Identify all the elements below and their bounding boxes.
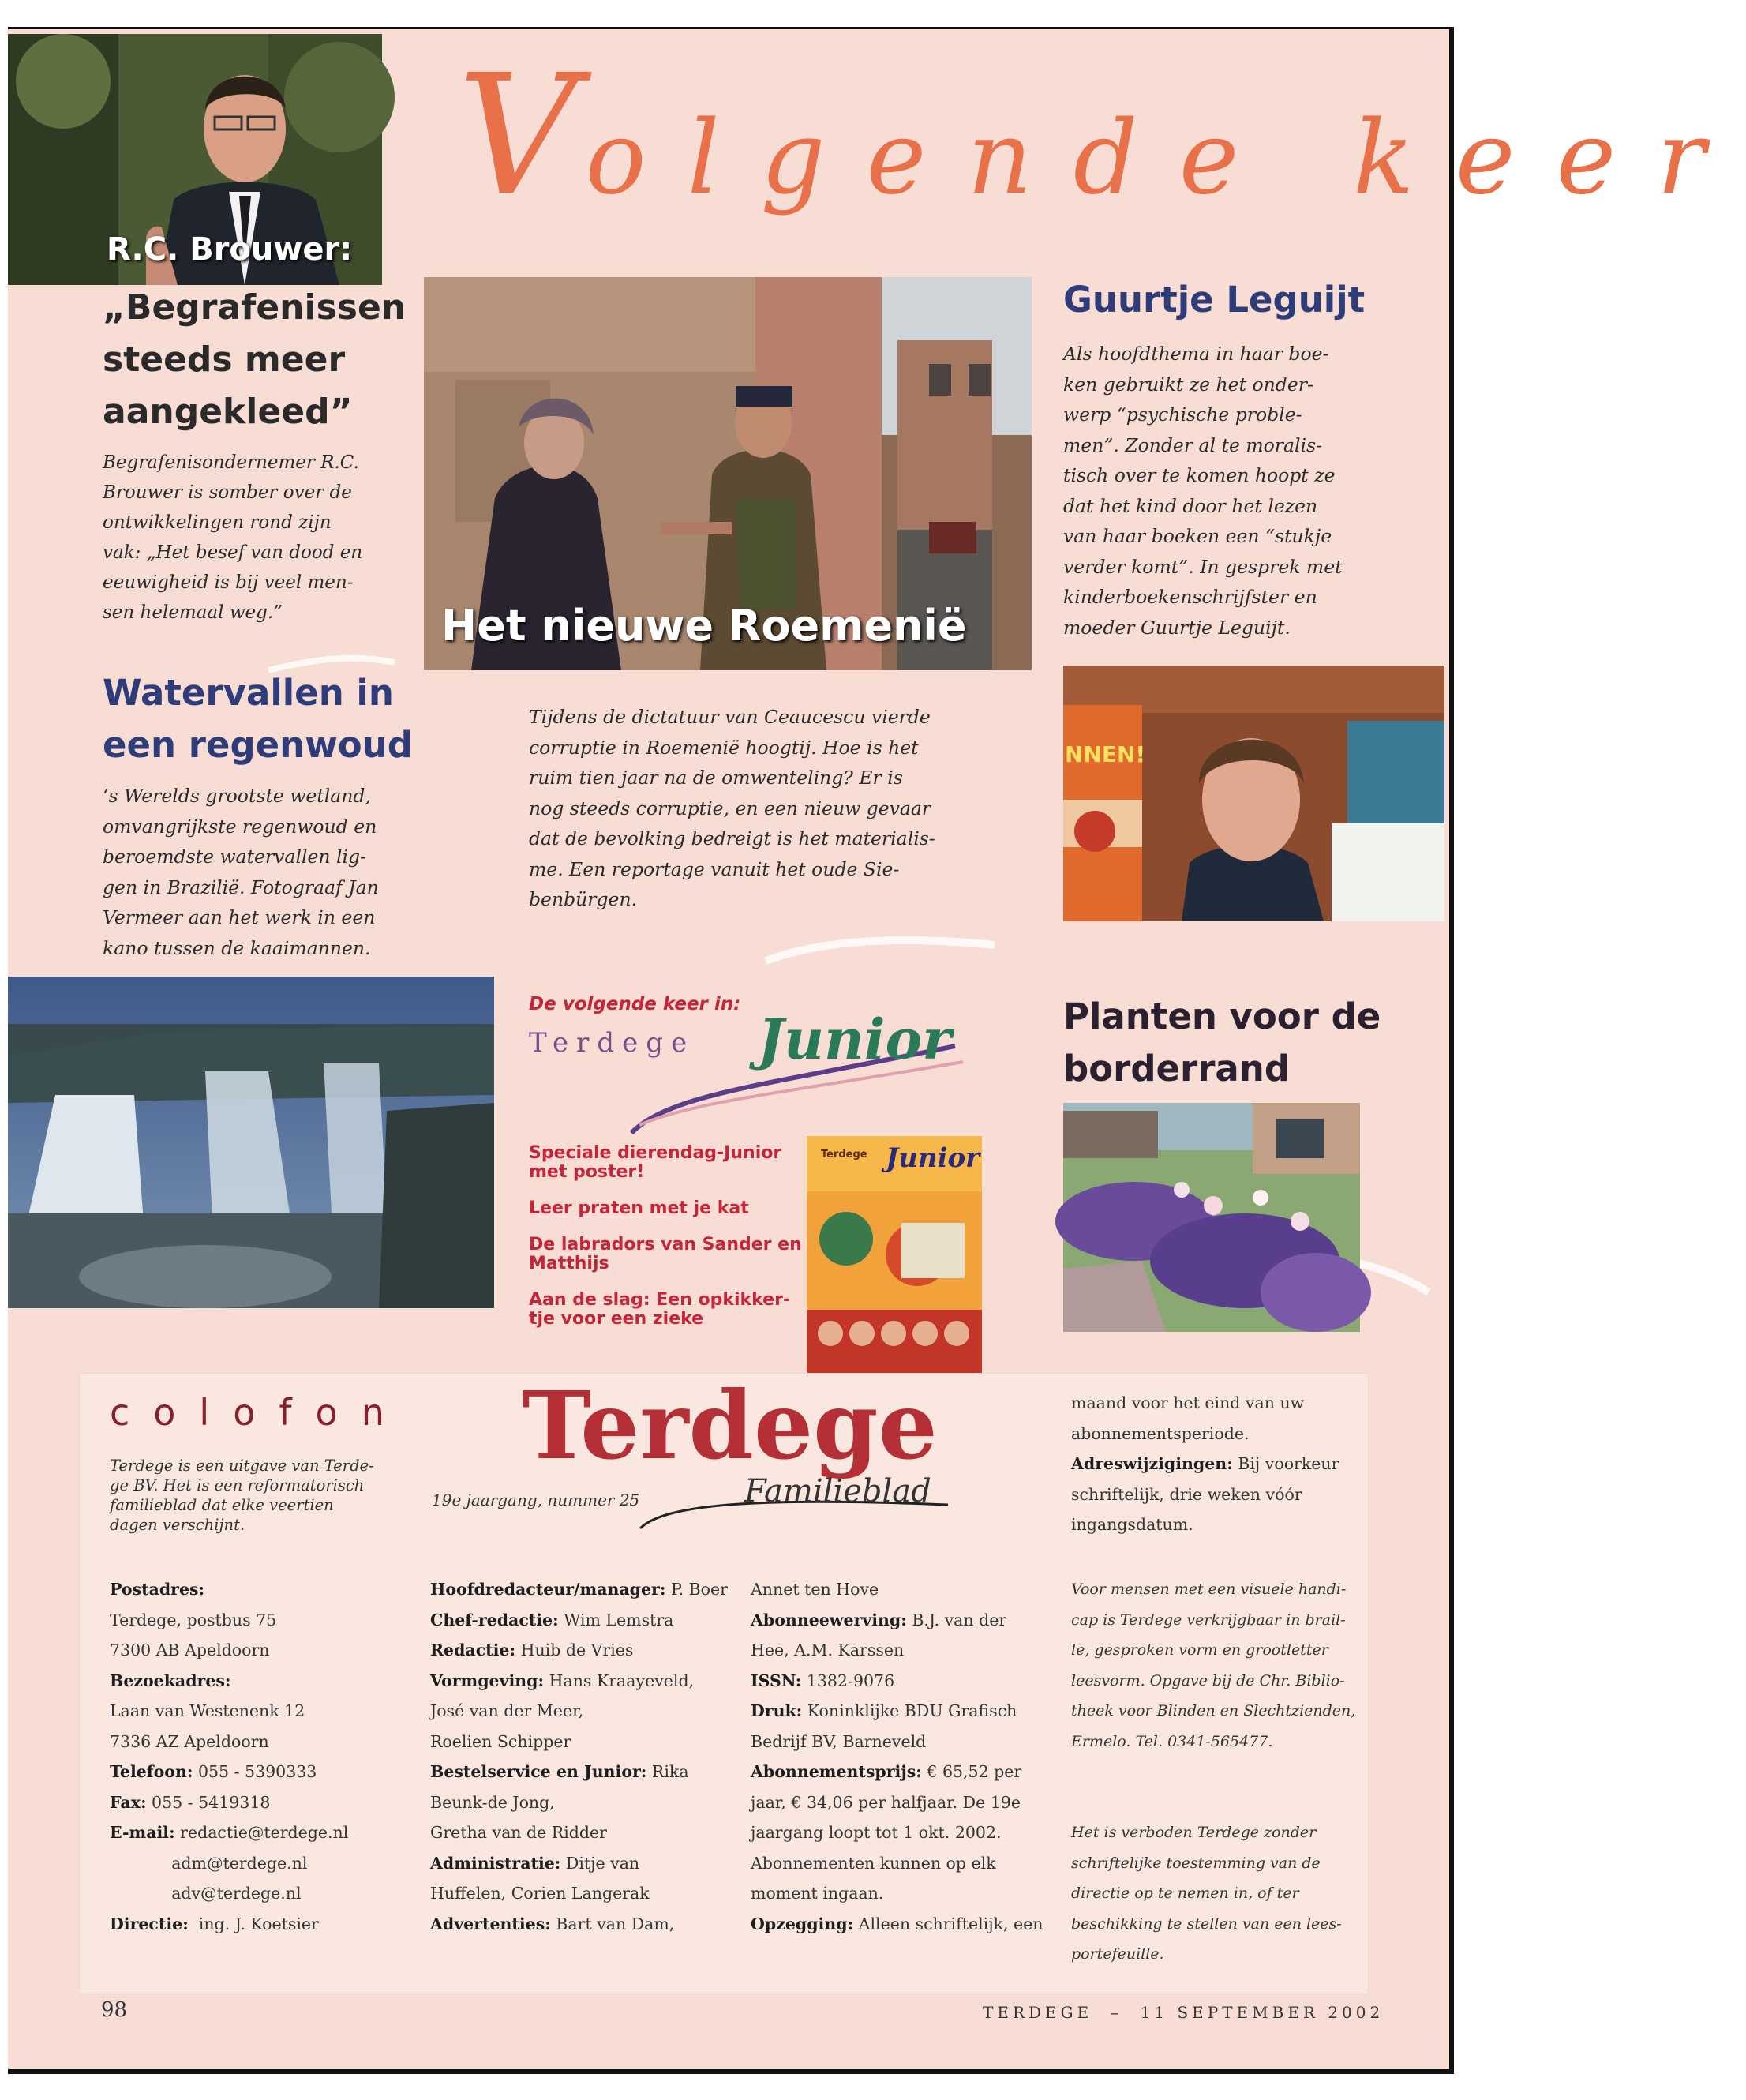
note-line: Ermelo. Tel. 0341-565477. <box>1071 1732 1273 1750</box>
colofon-value: ingangsdatum. <box>1071 1515 1193 1534</box>
body-line: van haar boeken een “stukje <box>1063 525 1332 547</box>
colofon-line <box>110 1605 348 1636</box>
junior-item-line: met poster! <box>529 1162 645 1182</box>
colofon-line <box>751 1696 1043 1727</box>
colofon-label: Advertenties: <box>430 1914 551 1933</box>
colofon-line <box>751 1727 1043 1757</box>
colofon-value: Wim Lemstra <box>558 1610 674 1629</box>
colofon-line <box>110 1878 348 1909</box>
colofon-value: Alleen schriftelijk, een <box>853 1914 1043 1933</box>
headline-line: Watervallen in <box>103 672 394 714</box>
colofon-logo: Terdege <box>522 1371 938 1480</box>
colofon-value: Koninklijke BDU Grafisch <box>802 1701 1017 1720</box>
colofon-intro <box>110 1456 374 1535</box>
colofon-line <box>751 1848 1043 1879</box>
body-line: omvangrijkste regenwoud en <box>103 815 377 838</box>
headline-line: Planten voor de <box>1063 996 1381 1037</box>
roemenie-body <box>529 702 935 915</box>
brouwer-photo <box>8 34 382 285</box>
colofon-value: Rika <box>646 1762 689 1781</box>
colofon-line <box>751 1574 1043 1605</box>
colofon-value: € 65,52 per <box>921 1762 1022 1781</box>
colofon-value: Terdege, postbus 75 <box>110 1610 277 1629</box>
body-line: ontwikkelingen rond zijn <box>103 512 332 533</box>
junior-item-line: De labradors van Sander en <box>529 1235 802 1254</box>
body-line: men”. Zonder al te moralis- <box>1063 433 1323 456</box>
headline-line: een regenwoud <box>103 724 413 766</box>
body-line: Als hoofdthema in haar boe- <box>1063 343 1329 365</box>
colofon-line <box>751 1757 1043 1787</box>
junior-brand: Terdege <box>529 1027 695 1059</box>
page-title <box>458 39 1746 232</box>
intro-line: ge BV. Het is een reformatorisch <box>110 1476 365 1494</box>
headline-line: borderrand <box>1063 1048 1291 1089</box>
headline-line: aangekleed” <box>103 392 353 432</box>
colofon-line <box>751 1878 1043 1909</box>
junior-item <box>529 1199 802 1218</box>
magazine-page <box>8 27 1746 2074</box>
colofon-line <box>430 1605 728 1636</box>
colofon-value: Abonnementen kunnen op elk <box>751 1853 996 1873</box>
junior-intro: De volgende keer in: <box>529 994 741 1014</box>
colofon-box <box>79 1373 1369 1995</box>
colofon-value: P. Boer <box>665 1580 728 1599</box>
body-line: verder komt”. In gesprek met <box>1063 555 1343 578</box>
colofon-label: Redactie: <box>430 1641 516 1659</box>
colofon-label: Bezoekadres: <box>110 1671 231 1690</box>
body-line: sen helemaal weg.” <box>103 602 283 623</box>
colofon-line <box>110 1696 348 1727</box>
colofon-line <box>751 1605 1043 1636</box>
colofon-label: Hoofdredacteur/manager: <box>430 1580 666 1599</box>
colofon-accessibility-note <box>1071 1574 1355 1757</box>
colofon-column-2 <box>430 1574 728 1939</box>
junior-item-line: Leer praten met je kat <box>529 1198 749 1218</box>
colofon-value: jaar, € 34,06 per halfjaar. De 19e <box>751 1792 1021 1812</box>
colofon-line <box>110 1666 348 1697</box>
note-line: portefeuille. <box>1071 1945 1164 1963</box>
colofon-value: Huffelen, Corien Langerak <box>430 1884 650 1903</box>
note-line: beschikking te stellen van een lees- <box>1071 1914 1342 1933</box>
colofon-line <box>110 1757 348 1787</box>
colofon-value: Ditje van <box>560 1853 640 1873</box>
colofon-line <box>751 1817 1043 1848</box>
junior-item <box>529 1291 802 1329</box>
colofon-label: ISSN: <box>751 1671 802 1690</box>
junior-item-line: Aan de slag: Een opkikker- <box>529 1290 791 1310</box>
colofon-label: Abonnementsprijs: <box>751 1762 922 1781</box>
note-line: schriftelijke toestemming van de <box>1071 1854 1321 1872</box>
colofon-line <box>751 1635 1043 1666</box>
colofon-value: schriftelijk, drie weken vóór <box>1071 1484 1302 1504</box>
junior-item <box>529 1144 802 1182</box>
body-line: tisch over te komen hoopt ze <box>1063 464 1336 486</box>
colofon-column-1 <box>110 1574 348 1939</box>
colofon-copyright-note <box>1071 1817 1342 1970</box>
colofon-column-3 <box>751 1574 1043 1939</box>
colofon-line <box>751 1909 1043 1940</box>
colofon-line <box>1071 1479 1339 1510</box>
colofon-value: B.J. van der <box>906 1610 1007 1629</box>
junior-list <box>529 1144 802 1346</box>
colofon-line <box>430 1727 728 1757</box>
body-line: ken gebruikt ze het onder- <box>1063 373 1313 396</box>
cover-brand: Terdege <box>821 1149 867 1161</box>
body-line: dat de bevolking bedreigt is het materialis- <box>529 827 935 849</box>
intro-line: familieblad dat elke veertien <box>110 1496 334 1514</box>
colofon-line <box>110 1848 348 1879</box>
colofon-line <box>110 1817 348 1848</box>
colofon-label: Adreswijzigingen: <box>1071 1454 1233 1473</box>
colofon-value: moment ingaan. <box>751 1884 884 1903</box>
body-line: gen in Brazilië. Fotograaf Jan <box>103 876 379 898</box>
colofon-value: José van der Meer, <box>430 1701 584 1720</box>
colofon-value: Hee, A.M. Karssen <box>751 1641 905 1659</box>
body-line: eeuwigheid is bij veel men- <box>103 572 354 593</box>
brouwer-name-overlay: R.C. Brouwer: <box>107 231 353 268</box>
colofon-value: maand voor het eind van uw <box>1071 1393 1305 1412</box>
colofon-label: Telefoon: <box>110 1762 193 1781</box>
colofon-line <box>110 1909 348 1940</box>
junior-cover <box>807 1136 982 1373</box>
colofon-label: Druk: <box>751 1701 803 1720</box>
body-line: nog steeds corruptie, en een nieuw gevaar <box>529 797 931 819</box>
colofon-line <box>430 1787 728 1818</box>
colofon-value: 055 - 5390333 <box>193 1762 317 1781</box>
body-line: Tijdens de dictatuur van Ceaucescu vierde <box>529 706 931 728</box>
colofon-value: adm@terdege.nl <box>110 1853 308 1873</box>
colofon-label: Vormgeving: <box>430 1671 545 1690</box>
roemenie-caption: Het nieuwe Roemenië <box>441 601 967 651</box>
colofon-value: abonnementsperiode. <box>1071 1423 1250 1443</box>
body-line: ‘s Werelds grootste wetland, <box>103 785 371 807</box>
headline-line: steeds meer <box>103 339 346 380</box>
colofon-line <box>430 1696 728 1727</box>
colofon-edition: 19e jaargang, nummer 25 <box>432 1491 640 1509</box>
intro-line: dagen verschijnt. <box>110 1516 245 1534</box>
colofon-label: E-mail: <box>110 1823 175 1842</box>
colofon-value: 055 - 5419318 <box>146 1792 271 1812</box>
junior-item <box>529 1236 802 1273</box>
headline-line: „Begrafenissen <box>103 287 407 328</box>
watervallen-body <box>103 781 379 963</box>
colofon-value: Laan van Westenenk 12 <box>110 1701 305 1720</box>
body-line: kano tussen de kaaimannen. <box>103 936 371 959</box>
colofon-column-4-top <box>1071 1388 1339 1540</box>
brouwer-body <box>103 448 362 628</box>
colofon-line <box>751 1666 1043 1697</box>
colofon-line <box>430 1878 728 1909</box>
title-rest: olgende keer <box>585 99 1746 217</box>
colofon-line <box>110 1727 348 1757</box>
colofon-value: Gretha van de Ridder <box>430 1823 607 1842</box>
colofon-value: 7336 AZ Apeldoorn <box>110 1731 269 1751</box>
note-line: theek voor Blinden en Slechtzienden, <box>1071 1702 1356 1719</box>
colofon-line <box>751 1787 1043 1818</box>
note-line: Het is verboden Terdege zonder <box>1071 1824 1317 1841</box>
colofon-label: Opzegging: <box>751 1914 854 1933</box>
junior-logo: Junior <box>758 1007 952 1072</box>
colofon-label: Administratie: <box>430 1853 561 1873</box>
colofon-value: Roelien Schipper <box>430 1731 571 1751</box>
body-line: ruim tien jaar na de omwenteling? Er is <box>529 767 903 789</box>
body-line: corruptie in Roemenië hoogtij. Hoe is het <box>529 736 919 759</box>
colofon-line <box>110 1635 348 1666</box>
intro-line: Terdege is een uitgave van Terde- <box>110 1457 374 1475</box>
brouwer-headline <box>103 282 406 438</box>
body-line: moeder Guurtje Leguijt. <box>1063 616 1291 639</box>
body-line: dat het kind door het lezen <box>1063 494 1318 517</box>
colofon-heading: colofon <box>110 1391 408 1434</box>
note-line: le, gesproken vorm en grootletter <box>1071 1641 1328 1659</box>
colofon-line <box>1071 1449 1339 1479</box>
colofon-label: Postadres: <box>110 1580 205 1599</box>
colofon-line <box>430 1635 728 1666</box>
junior-item-line: tje voor een zieke <box>529 1309 704 1329</box>
colofon-value: Hans Kraayeveld, <box>544 1671 695 1690</box>
colofon-line <box>430 1574 728 1605</box>
body-line: Brouwer is somber over de <box>103 482 352 503</box>
body-line: benbürgen. <box>529 888 638 910</box>
roemenie-photo <box>424 277 1032 670</box>
colofon-value: 1382-9076 <box>801 1671 895 1690</box>
colofon-label: Chef-redactie: <box>430 1610 559 1629</box>
guurtje-photo <box>1063 666 1444 921</box>
junior-item-line: Speciale dierendag-Junior <box>529 1143 782 1163</box>
colofon-value: Huib de Vries <box>515 1641 634 1659</box>
colofon-line <box>430 1757 728 1787</box>
note-line: leesvorm. Opgave bij de Chr. Biblio- <box>1071 1671 1345 1689</box>
colofon-line <box>1071 1419 1339 1449</box>
body-line: kinderboekenschrijfster en <box>1063 586 1317 608</box>
body-line: werp “psychische proble- <box>1063 403 1302 426</box>
page-number: 98 <box>101 1998 128 2022</box>
body-line: me. Een reportage vanuit het oude Sie- <box>529 857 900 880</box>
colofon-line <box>1071 1388 1339 1419</box>
colofon-logo-sub: Familieblad <box>744 1473 931 1509</box>
colofon-value: Bij voorkeur <box>1232 1454 1339 1473</box>
waterfall-photo <box>8 977 494 1308</box>
watervallen-headline <box>103 667 413 771</box>
junior-item-line: Matthijs <box>529 1254 609 1273</box>
colofon-value: Annet ten Hove <box>751 1580 879 1599</box>
guurtje-headline: Guurtje Leguijt <box>1063 279 1366 321</box>
body-line: Begrafenisondernemer R.C. <box>103 452 359 473</box>
colofon-value: adv@terdege.nl <box>110 1884 302 1903</box>
colofon-line <box>430 1666 728 1697</box>
colofon-label: Bestelservice en Junior: <box>430 1762 647 1781</box>
issue-date: TERDEGE – 11 SEPTEMBER 2002 <box>983 2003 1384 2022</box>
guurtje-book-text: NNEN! <box>1065 741 1146 767</box>
colofon-value: jaargang loopt tot 1 okt. 2002. <box>751 1823 1002 1842</box>
colofon-line <box>110 1574 348 1605</box>
cover-logo: Junior <box>886 1142 980 1174</box>
note-line: directie op te nemen in, of ter <box>1071 1884 1299 1902</box>
colofon-line <box>430 1848 728 1879</box>
colofon-line <box>430 1909 728 1940</box>
colofon-value: 7300 AB Apeldoorn <box>110 1641 270 1659</box>
colofon-line <box>430 1817 728 1848</box>
colofon-value: Beunk-de Jong, <box>430 1792 555 1812</box>
planten-photo <box>1063 1103 1360 1332</box>
colofon-value: Bedrijf BV, Barneveld <box>751 1731 927 1751</box>
body-line: vak: „Het besef van dood en <box>103 542 363 563</box>
colofon-label: Directie: <box>110 1914 189 1933</box>
note-line: cap is Terdege verkrijgbaar in brail- <box>1071 1611 1346 1629</box>
colofon-label: Abonneewerving: <box>751 1610 907 1629</box>
colofon-value: ing. J. Koetsier <box>188 1914 319 1933</box>
note-line: Voor mensen met een visuele handi- <box>1071 1581 1347 1598</box>
colofon-value: Bart van Dam, <box>550 1914 675 1933</box>
colofon-value: redactie@terdege.nl <box>174 1823 349 1842</box>
body-line: beroemdste watervallen lig- <box>103 846 367 868</box>
guurtje-body <box>1063 339 1343 643</box>
planten-headline <box>1063 991 1381 1095</box>
colofon-label: Fax: <box>110 1792 147 1812</box>
colofon-line <box>1071 1509 1339 1540</box>
colofon-line <box>110 1787 348 1818</box>
body-line: Vermeer aan het werk in een <box>103 906 376 928</box>
title-initial: V <box>458 39 586 232</box>
